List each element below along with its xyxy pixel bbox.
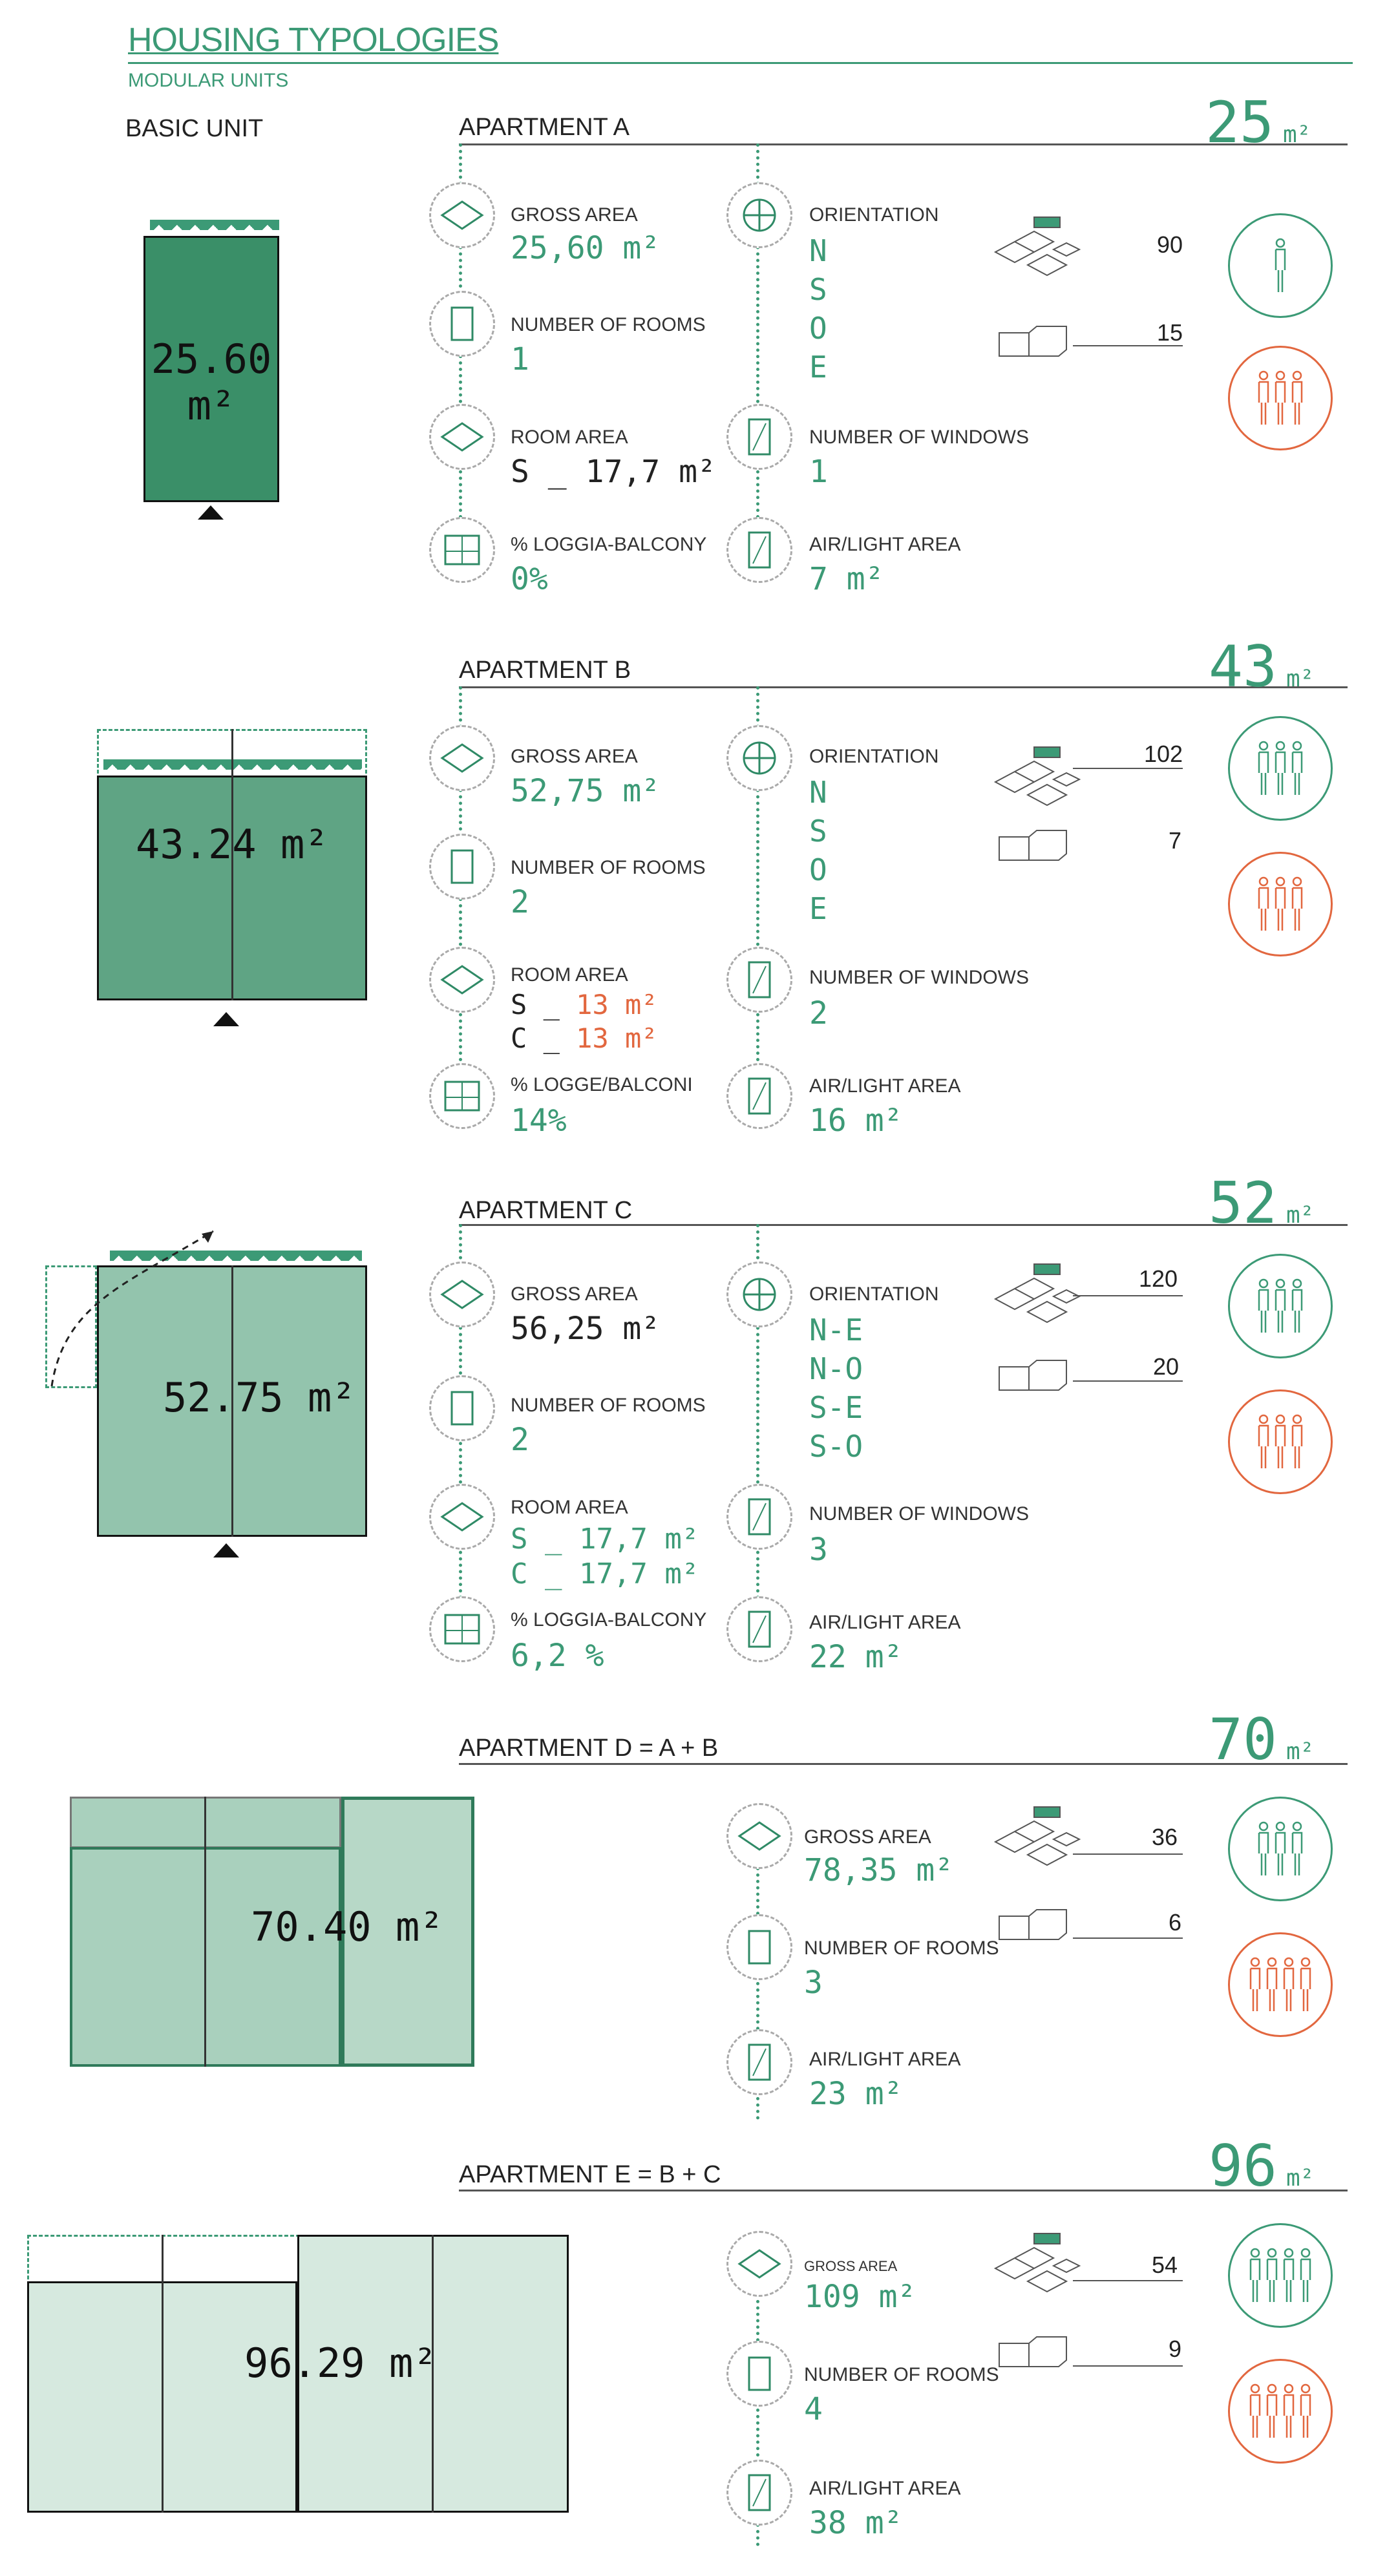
apartment-c-block-count: 20 — [1153, 1353, 1180, 1380]
people-icon-orange — [1228, 346, 1333, 450]
room-area-icon — [429, 404, 495, 470]
block-icon — [995, 1354, 1073, 1399]
apartment-a-rooms: 1 — [511, 341, 529, 377]
people-icon-green — [1228, 716, 1333, 821]
apartment-a-loggia-label: % LOGGIA-BALCONY — [511, 534, 707, 555]
apartment-c-gross-area-label: GROSS AREA — [511, 1283, 638, 1305]
apartment-e-block-count: 9 — [1169, 2336, 1182, 2362]
apartment-a-orientation-label: ORIENTATION — [809, 204, 939, 226]
apartment-b-windows: 2 — [809, 995, 828, 1031]
people-icon-orange — [1228, 1932, 1333, 2037]
air-light-icon — [726, 1063, 792, 1129]
apartment-a-room-area: S _ 17,7 m² — [511, 454, 716, 490]
apartment-c-airlight-label: AIR/LIGHT AREA — [809, 1612, 961, 1633]
apartment-c-orientation: N-E N-O S-E S-O — [809, 1313, 863, 1464]
apartment-c-rotation-arrow — [39, 1225, 233, 1393]
apartment-c-plan-area: 52.75 m² — [163, 1374, 356, 1421]
apartment-c-building-line — [1073, 1295, 1183, 1296]
page-subtitle: MODULAR UNITS — [128, 70, 289, 91]
apartment-d-partition — [204, 1797, 206, 2067]
apartment-d-rooms: 3 — [804, 1965, 823, 2001]
gross-area-icon — [726, 1803, 792, 1869]
apartment-a-orientation: N S O E — [809, 233, 827, 385]
rooms-icon — [429, 834, 495, 900]
apartment-d-building-count: 36 — [1152, 1824, 1178, 1850]
window-icon — [726, 1484, 792, 1550]
apartment-d-building-line — [1073, 1853, 1183, 1855]
apartment-e-rooms: 4 — [804, 2391, 823, 2427]
apartment-c-room-area-s: S _ 17,7 m² — [511, 1523, 699, 1556]
window-icon — [726, 947, 792, 1013]
apartment-b-rooms: 2 — [511, 884, 529, 920]
apartment-e-airlight-label: AIR/LIGHT AREA — [809, 2478, 961, 2499]
apartment-d-gross-area-label: GROSS AREA — [804, 1826, 931, 1848]
apartment-b-entrance-marker — [213, 1012, 239, 1026]
apartment-e-block-line — [1073, 2365, 1183, 2367]
apartment-d-total: 70 m² — [1209, 1706, 1315, 1773]
apartment-c-windows-label: NUMBER OF WINDOWS — [809, 1503, 1029, 1525]
apartment-c-rooms: 2 — [511, 1422, 529, 1458]
apartment-b-airlight: 16 m² — [809, 1103, 903, 1139]
air-light-icon — [726, 2029, 792, 2095]
apartment-d-rooms-label: NUMBER OF ROOMS — [804, 1937, 999, 1959]
apartment-b-plan-area: 43.24 m² — [136, 821, 329, 868]
apartment-b-airlight-label: AIR/LIGHT AREA — [809, 1075, 961, 1097]
apartment-d-title: APARTMENT D = A + B — [459, 1735, 719, 1762]
apartment-b-loggia-label: % LOGGE/BALCONI — [511, 1074, 693, 1095]
apartment-e-gross-area-label: GROSS AREA — [804, 2258, 898, 2274]
apartment-a-block-count: 15 — [1157, 319, 1183, 346]
people-icon-green — [1228, 1797, 1333, 1901]
apartment-c-title: APARTMENT C — [459, 1197, 633, 1224]
apartment-c-airlight: 22 m² — [809, 1639, 903, 1675]
apartment-b-orientation: N S O E — [809, 775, 827, 926]
apartment-b-total: 43 m² — [1209, 633, 1315, 700]
gross-area-icon — [429, 182, 495, 248]
apartment-c-total: 52 m² — [1209, 1170, 1315, 1236]
room-area-icon — [429, 947, 495, 1013]
apartment-b-windows-label: NUMBER OF WINDOWS — [809, 967, 1029, 988]
people-icon-green — [1228, 2223, 1333, 2328]
apartment-a-windows: 1 — [809, 454, 828, 490]
title-rule — [128, 62, 1353, 64]
apartment-b-loggia: 14% — [511, 1103, 567, 1139]
building-cluster-icon — [989, 1803, 1086, 1887]
apartment-a-room-area-label: ROOM AREA — [511, 427, 628, 448]
apartment-a-building-count: 90 — [1157, 231, 1183, 258]
apartment-c-gross-area: 56,25 m² — [511, 1311, 661, 1347]
people-icon-orange — [1228, 1389, 1333, 1494]
apartment-d-airlight-label: AIR/LIGHT AREA — [809, 2049, 961, 2070]
apartment-a-loggia: 0% — [511, 561, 548, 597]
building-cluster-icon — [989, 213, 1086, 297]
rooms-icon — [429, 291, 495, 357]
apartment-d-airlight: 23 m² — [809, 2076, 903, 2112]
apartment-c-room-area-c: C _ 17,7 m² — [511, 1557, 699, 1590]
apartment-a-airlight: 7 m² — [809, 561, 884, 597]
air-light-icon — [726, 517, 792, 583]
apartment-b-room-area-s: S _ 13 m² — [511, 989, 658, 1020]
apartment-c-windows: 3 — [809, 1532, 828, 1568]
rooms-icon — [429, 1375, 495, 1441]
building-cluster-icon — [989, 2230, 1086, 2314]
people-icon-green — [1228, 1254, 1333, 1358]
apartment-b-orientation-label: ORIENTATION — [809, 746, 939, 767]
apartment-a-entrance-marker — [198, 505, 224, 520]
room-area-icon — [429, 1484, 495, 1550]
apartment-e-rooms-label: NUMBER OF ROOMS — [804, 2364, 999, 2385]
apartment-b-gross-area-label: GROSS AREA — [511, 746, 638, 767]
building-cluster-icon — [989, 1260, 1086, 1344]
apartment-d-plan-area: 70.40 m² — [251, 1903, 444, 1950]
block-icon — [995, 320, 1073, 365]
orientation-icon — [726, 182, 792, 248]
people-icon-orange — [1228, 2359, 1333, 2464]
apartment-c-orientation-label: ORIENTATION — [809, 1283, 939, 1305]
apartment-a-windows-label: NUMBER OF WINDOWS — [809, 427, 1029, 448]
person-icon-green — [1228, 213, 1333, 318]
apartment-c-block-line — [1073, 1380, 1183, 1382]
building-cluster-icon — [989, 743, 1086, 827]
loggia-icon — [429, 517, 495, 583]
window-icon — [726, 404, 792, 470]
rooms-icon — [726, 2341, 792, 2407]
air-light-icon — [726, 1596, 792, 1662]
apartment-e-partition-1 — [162, 2235, 164, 2513]
block-icon — [995, 2330, 1073, 2376]
apartment-c-entrance-marker — [213, 1543, 239, 1557]
apartment-b-building-line — [1073, 768, 1183, 769]
block-icon — [995, 1903, 1073, 1948]
apartment-e-gross-area: 109 m² — [804, 2279, 916, 2315]
apartment-a-plan-area: 25.60 m² — [151, 335, 272, 429]
apartment-c-room-area-label: ROOM AREA — [511, 1497, 628, 1518]
loggia-icon — [429, 1063, 495, 1129]
basic-unit-label: BASIC UNIT — [125, 115, 264, 142]
apartment-a-rooms-label: NUMBER OF ROOMS — [511, 314, 706, 335]
apartment-d-block-count: 6 — [1169, 1909, 1182, 1936]
apartment-e-total: 96 m² — [1209, 2133, 1315, 2199]
apartment-d-gross-area: 78,35 m² — [804, 1852, 954, 1888]
apartment-a-title: APARTMENT A — [459, 114, 630, 141]
page-title: HOUSING TYPOLOGIES — [128, 21, 499, 59]
apartment-a-total: 25 m² — [1205, 89, 1311, 156]
apartment-a-airlight-label: AIR/LIGHT AREA — [809, 534, 961, 555]
orientation-icon — [726, 1262, 792, 1327]
apartment-b-gross-area: 52,75 m² — [511, 773, 661, 809]
air-light-icon — [726, 2460, 792, 2526]
apartment-e-title: APARTMENT E = B + C — [459, 2161, 721, 2188]
apartment-a-gross-area-label: GROSS AREA — [511, 204, 638, 226]
apartment-a-gross-area: 25,60 m² — [511, 230, 661, 266]
gross-area-icon — [429, 1262, 495, 1327]
apartment-b-block-count: 7 — [1169, 827, 1182, 854]
apartment-e-building-line — [1073, 2280, 1183, 2281]
gross-area-icon — [726, 2231, 792, 2297]
gross-area-icon — [429, 725, 495, 791]
apartment-c-building-count: 120 — [1139, 1265, 1178, 1292]
rooms-icon — [726, 1914, 792, 1980]
block-icon — [995, 824, 1073, 869]
loggia-icon — [429, 1596, 495, 1662]
apartment-b-room-area-label: ROOM AREA — [511, 964, 628, 986]
apartment-a-facade-marks — [150, 220, 279, 230]
apartment-d-block-line — [1073, 1937, 1183, 1939]
apartment-c-loggia-label: % LOGGIA-BALCONY — [511, 1609, 707, 1631]
apartment-b-title: APARTMENT B — [459, 657, 631, 684]
apartment-b-rooms-label: NUMBER OF ROOMS — [511, 857, 706, 878]
apartment-e-airlight: 38 m² — [809, 2505, 903, 2541]
apartment-b-building-count: 102 — [1144, 741, 1183, 767]
apartment-b-room-area-c: C _ 13 m² — [511, 1022, 658, 1054]
people-icon-orange — [1228, 852, 1333, 956]
orientation-icon — [726, 725, 792, 791]
apartment-e-plan-area: 96.29 m² — [244, 2339, 438, 2387]
apartment-c-loggia: 6,2 % — [511, 1638, 604, 1674]
apartment-c-rooms-label: NUMBER OF ROOMS — [511, 1395, 706, 1416]
apartment-e-building-count: 54 — [1152, 2252, 1178, 2278]
